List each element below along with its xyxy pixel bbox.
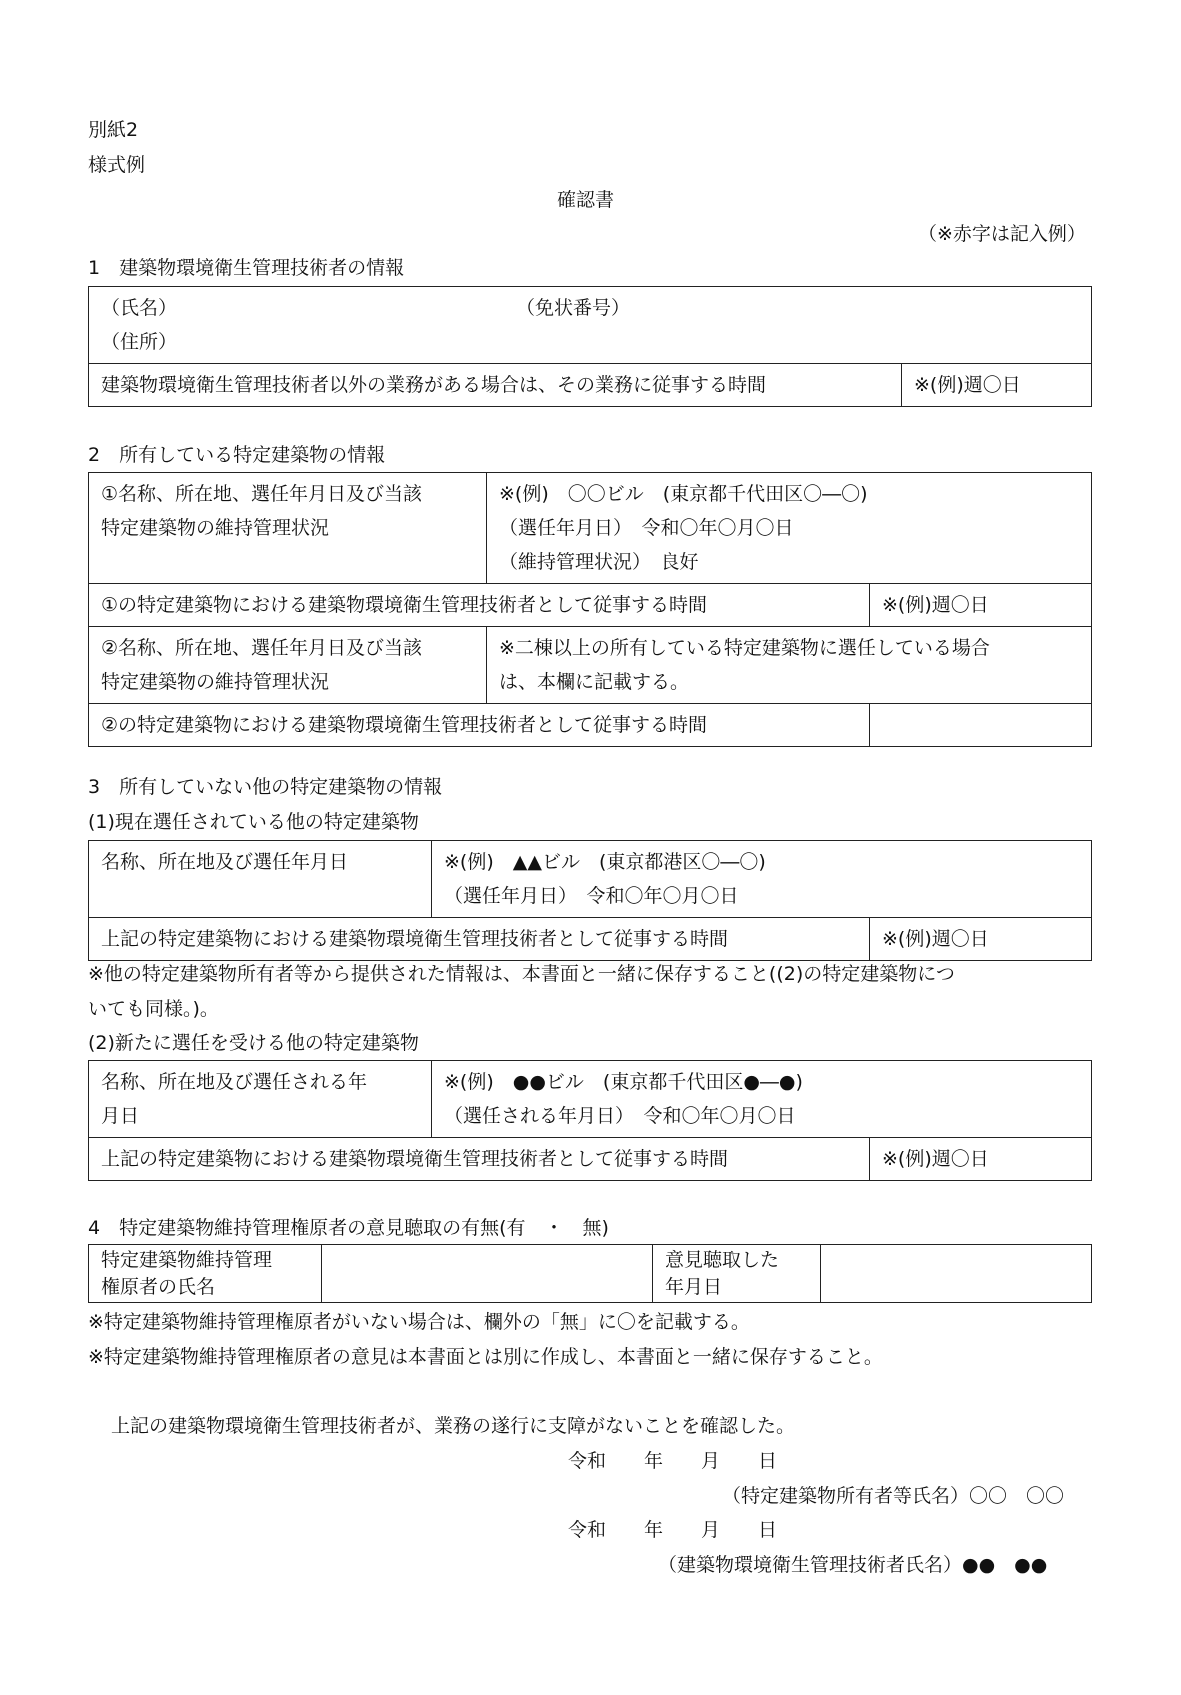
building2-note-line2: は、本欄に記載する。 <box>499 671 690 693</box>
section4-table <box>88 1244 1092 1303</box>
building2-time-value <box>870 704 1092 747</box>
section4-note2: ※特定建築物維持管理権原者の意見は本書面とは別に作成し、本書面と一緒に保存すること。 <box>88 1346 883 1368</box>
current-building-label: 名称、所在地及び選任年月日 <box>89 841 432 918</box>
section1-heading: 1 建築物環境衛生管理技術者の情報 <box>88 257 405 279</box>
building1-label-line2: 特定建築物の維持管理状況 <box>101 517 330 539</box>
section2-table <box>88 472 1092 747</box>
current-building-time-value: ※(例)週〇日 <box>870 918 1092 961</box>
rights-holder-label-line2: 権原者の氏名 <box>101 1275 216 1298</box>
building2-value <box>487 627 1092 704</box>
building1-label-line1: ①名称、所在地、選任年月日及び当該 <box>101 483 423 505</box>
new-building-value <box>432 1061 1092 1138</box>
section3-sub1: (1)現在選任されている他の特定建築物 <box>88 811 419 833</box>
building2-label-line2: 特定建築物の維持管理状況 <box>101 671 330 693</box>
building1-time-value: ※(例)週〇日 <box>870 584 1092 627</box>
rights-holder-name-label <box>89 1245 322 1303</box>
building1-label <box>89 473 487 584</box>
owner-date-line: 令和 年 月 日 <box>568 1450 778 1472</box>
engineer-date-line: 令和 年 月 日 <box>568 1519 778 1541</box>
hearing-date-label-line1: 意見聴取した <box>665 1248 780 1271</box>
section3-heading: 3 所有していない他の特定建築物の情報 <box>88 776 443 798</box>
engineer-identity-cell <box>89 287 1092 364</box>
current-buildings-table <box>88 840 1092 961</box>
rights-holder-label-line1: 特定建築物維持管理 <box>101 1248 273 1271</box>
rights-holder-name-value[interactable] <box>322 1245 653 1303</box>
owner-signature: （特定建築物所有者等氏名）〇〇 〇〇 <box>722 1485 1065 1507</box>
new-building-date: （選任される年月日） 令和〇年〇月〇日 <box>444 1105 796 1127</box>
confirmation-statement: 上記の建築物環境衛生管理技術者が、業務の遂行に支障がないことを確認した。 <box>111 1415 796 1437</box>
building2-label <box>89 627 487 704</box>
building1-maintenance-status: （維持管理状況） 良好 <box>499 551 699 573</box>
section3-note-line1: ※他の特定建築物所有者等から提供された情報は、本書面と一緒に保存すること((2)の特定建築物につ <box>88 963 955 985</box>
new-building-time-label: 上記の特定建築物における建築物環境衛生管理技術者として従事する時間 <box>89 1138 870 1181</box>
name-label: （氏名） <box>101 297 178 319</box>
attachment-label: 別紙2 <box>88 119 139 141</box>
current-building-time-label: 上記の特定建築物における建築物環境衛生管理技術者として従事する時間 <box>89 918 870 961</box>
hearing-date-label-line2: 年月日 <box>665 1275 723 1298</box>
engineer-signature: （建築物環境衛生管理技術者氏名）●● ●● <box>658 1554 1048 1576</box>
license-number-label: （免状番号） <box>516 297 631 319</box>
section2-heading: 2 所有している特定建築物の情報 <box>88 444 386 466</box>
section4-heading: 4 特定建築物維持管理権原者の意見聴取の有無(有 ・ 無) <box>88 1217 609 1239</box>
section3-note-line2: いても同様。)。 <box>88 998 219 1020</box>
new-building-label-line2: 月日 <box>101 1105 140 1127</box>
hearing-date-value[interactable] <box>821 1245 1092 1303</box>
current-building-value <box>432 841 1092 918</box>
section4-note1: ※特定建築物維持管理権原者がいない場合は、欄外の「無」に〇を記載する。 <box>88 1311 750 1333</box>
building2-time-label: ②の特定建築物における建築物環境衛生管理技術者として従事する時間 <box>89 704 870 747</box>
building1-value <box>487 473 1092 584</box>
new-building-label <box>89 1061 432 1138</box>
new-building-label-line1: 名称、所在地及び選任される年 <box>101 1071 368 1093</box>
building1-name: ※(例) 〇〇ビル (東京都千代田区〇―〇) <box>499 483 868 505</box>
building2-label-line1: ②名称、所在地、選任年月日及び当該 <box>101 637 423 659</box>
section1-table <box>88 286 1092 407</box>
new-building-time-value: ※(例)週〇日 <box>870 1138 1092 1181</box>
building1-time-label: ①の特定建築物における建築物環境衛生管理技術者として従事する時間 <box>89 584 870 627</box>
hearing-date-label <box>653 1245 821 1303</box>
current-building-name: ※(例) ▲▲ビル (東京都港区〇―〇) <box>444 851 766 873</box>
building2-note-line1: ※二棟以上の所有している特定建築物に選任している場合 <box>499 637 990 659</box>
other-work-value: ※(例)週〇日 <box>902 364 1092 407</box>
new-building-name: ※(例) ●●ビル (東京都千代田区●―●) <box>444 1071 803 1093</box>
document-title: 確認書 <box>557 189 615 211</box>
section3-sub2: (2)新たに選任を受ける他の特定建築物 <box>88 1032 419 1054</box>
address-label: （住所） <box>101 331 178 353</box>
new-buildings-table <box>88 1060 1092 1181</box>
current-building-date: （選任年月日） 令和〇年〇月〇日 <box>444 885 739 907</box>
red-text-note: （※赤字は記入例） <box>918 223 1086 245</box>
other-work-label: 建築物環境衛生管理技術者以外の業務がある場合は、その業務に従事する時間 <box>89 364 902 407</box>
form-example-label: 様式例 <box>88 154 146 176</box>
building1-appointment-date: （選任年月日） 令和〇年〇月〇日 <box>499 517 794 539</box>
